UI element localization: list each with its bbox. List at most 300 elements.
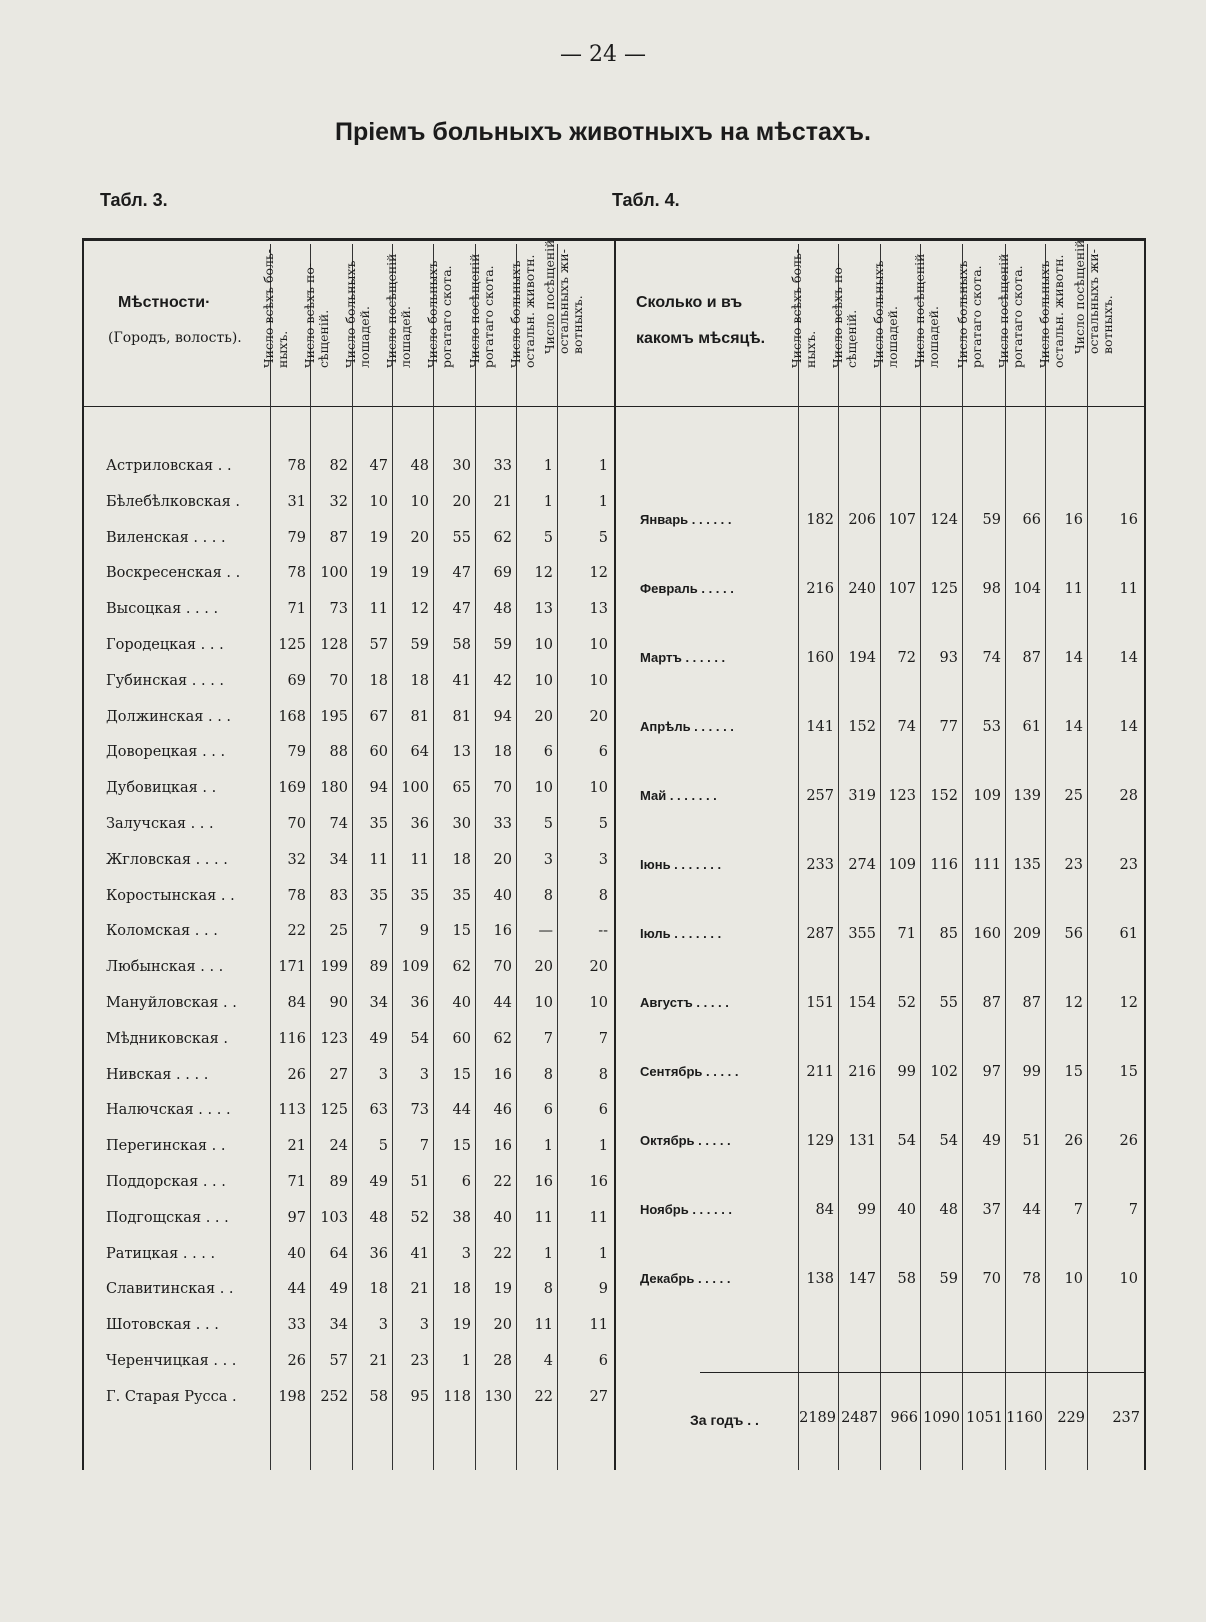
table4-cell: 129 [806, 1133, 834, 1149]
table3-cell: 18 [452, 1281, 471, 1298]
table3-cell: 100 [401, 780, 429, 797]
table3-cell: 81 [410, 708, 429, 725]
page-number: — 24 — [560, 42, 646, 67]
table3-cell: 1 [598, 458, 608, 474]
table3-cell: 58 [369, 1388, 388, 1405]
table4-cell: 87 [1022, 650, 1041, 666]
table3-cell: 3 [598, 851, 608, 868]
table3-cell: 84 [287, 995, 306, 1011]
table3-cell: 38 [452, 1209, 471, 1226]
table3-cell: 11 [369, 851, 388, 868]
table4-row-label: Май . . . . . . . [640, 788, 717, 803]
table4-cell: 54 [939, 1133, 958, 1149]
table4-cell: 123 [888, 788, 916, 804]
table3-cell: 78 [287, 458, 306, 474]
table4-cell: 44 [1022, 1202, 1041, 1218]
table3-cell: 81 [452, 708, 471, 725]
table3-cell: 87 [329, 529, 348, 546]
table4-cell: 40 [897, 1202, 916, 1218]
table3-cell: 70 [493, 959, 512, 976]
table3-cell: 28 [493, 1353, 512, 1369]
table4-cell: 53 [982, 719, 1001, 735]
table4-cell: 12 [1064, 995, 1083, 1011]
table4-cell: 138 [806, 1271, 834, 1287]
total-cell: 2189 [799, 1410, 836, 1426]
table4-cell: 111 [973, 857, 1001, 873]
table3-cell: 49 [369, 1174, 388, 1190]
table3-cell: 6 [543, 744, 553, 761]
table4-cell: 23 [1064, 857, 1083, 873]
table3-cell: 15 [452, 1138, 471, 1155]
table3-row-label: Налючская . . . . [106, 1102, 231, 1119]
table3-cell: 6 [598, 1353, 608, 1369]
table3-cell: 18 [369, 1281, 388, 1298]
table3-cell: 18 [369, 672, 388, 689]
table3-cell: 3 [378, 1317, 388, 1334]
table3-cell: 5 [543, 816, 553, 832]
total-rule [700, 1372, 1144, 1373]
table4-cell: 55 [939, 995, 958, 1011]
table3-cell: 89 [369, 959, 388, 976]
table3-cell: 57 [369, 637, 388, 653]
table3-cell: 16 [493, 1066, 512, 1083]
table4-row-label: Январь . . . . . . [640, 512, 732, 527]
table4-header-sub: какомъ мѣсяцѣ. [636, 330, 766, 347]
table3-cell: 78 [287, 565, 306, 582]
table4-cell: 125 [930, 581, 958, 597]
table3-cell: 88 [329, 744, 348, 761]
table4-cell: 12 [1119, 995, 1138, 1011]
table3-cell: 35 [410, 887, 429, 904]
table3-cell: 103 [320, 1209, 348, 1226]
table4-header-main: Сколько и въ [636, 294, 743, 311]
table3-cell: 3 [378, 1066, 388, 1083]
table3-cell: 59 [410, 637, 429, 653]
table4-cell: 355 [848, 926, 876, 942]
table3-cell: 13 [589, 601, 608, 618]
table-divider [614, 240, 616, 1470]
table3-cell: 169 [278, 780, 306, 797]
table3-cell: 71 [287, 601, 306, 618]
table3-cell: 44 [287, 1281, 306, 1298]
table4-column-header-text: Число больныхъ остальн. животн. [1037, 254, 1066, 368]
table4-cell: 240 [848, 581, 876, 597]
table3-row-label: Любынская . . . [106, 959, 224, 976]
table3-cell: 41 [410, 1245, 429, 1262]
table4-row-label: Февраль . . . . . [640, 581, 734, 596]
table3-cell: 8 [543, 1281, 553, 1298]
table4-cell: 37 [982, 1202, 1001, 1218]
table3-cell: 11 [589, 1317, 608, 1334]
table3-cell: -- [598, 923, 608, 940]
table4-cell: 141 [806, 719, 834, 735]
table3-cell: 20 [493, 851, 512, 868]
table3-cell: 19 [369, 529, 388, 546]
table3-cell: 36 [369, 1245, 388, 1262]
table4-cell: 147 [848, 1271, 876, 1287]
table3-cell: 83 [329, 887, 348, 904]
table4-cell: 104 [1013, 581, 1041, 597]
table4-cell: 58 [897, 1271, 916, 1287]
table3-cell: 47 [369, 458, 388, 474]
table3-row-label: Доворецкая . . . [106, 744, 226, 761]
table4-cell: 78 [1022, 1271, 1041, 1287]
table3-cell: 10 [534, 780, 553, 797]
table3-cell: 1 [543, 1245, 553, 1262]
table3-cell: 23 [410, 1353, 429, 1369]
table4-row-label: Апрѣль . . . . . . [640, 719, 734, 734]
table4-cell: 87 [982, 995, 1001, 1011]
table3-cell: 10 [369, 493, 388, 510]
table3-cell: 8 [543, 887, 553, 904]
table3-cell: 73 [410, 1102, 429, 1119]
table3-row-label: Поддорская . . . [106, 1174, 226, 1190]
table3-cell: 27 [329, 1066, 348, 1083]
table4-cell: 102 [930, 1064, 958, 1080]
table3-cell: 55 [452, 529, 471, 546]
table3-cell: 18 [493, 744, 512, 761]
table3-cell: 82 [329, 458, 348, 474]
table3-cell: 8 [598, 887, 608, 904]
table4-cell: 151 [806, 995, 834, 1011]
table3-cell: 22 [493, 1245, 512, 1262]
table3-cell: 130 [484, 1388, 512, 1405]
table4-cell: 54 [897, 1133, 916, 1149]
table3-cell: 10 [534, 672, 553, 689]
table3-cell: 15 [452, 923, 471, 940]
table3-row-label: Залучская . . . [106, 816, 214, 832]
table4-cell: 216 [848, 1064, 876, 1080]
table3-cell: 10 [589, 672, 608, 689]
table3-cell: 13 [534, 601, 553, 618]
table3-header-main: Мѣстности· [118, 294, 211, 311]
table3-row-label: Перегинская . . [106, 1138, 226, 1155]
table4-label: Табл. 4. [612, 190, 680, 210]
total-cell: 2487 [841, 1410, 878, 1426]
table3-cell: 24 [329, 1138, 348, 1155]
table3-cell: 5 [543, 529, 553, 546]
table3-cell: 20 [452, 493, 471, 510]
table3-column-header-text: Число посѣщеній рогатаго скота. [466, 253, 496, 368]
table3-cell: 49 [329, 1281, 348, 1298]
table3-cell: 26 [287, 1353, 306, 1369]
table3-cell: 34 [369, 995, 388, 1011]
table3-cell: 20 [589, 708, 608, 725]
table4-cell: 16 [1119, 512, 1138, 528]
table3-cell: 7 [419, 1138, 429, 1155]
table3-cell: 3 [543, 851, 553, 868]
table3-row-label: Славитинская . . [106, 1281, 234, 1298]
table3-cell: 9 [419, 923, 429, 940]
table3-cell: 21 [410, 1281, 429, 1298]
table3-cell: 41 [452, 672, 471, 689]
table3-cell: 125 [278, 637, 306, 653]
table3-cell: 252 [320, 1388, 348, 1405]
table4-cell: 10 [1064, 1271, 1083, 1287]
table4-row-label: Сентябрь . . . . . [640, 1064, 739, 1079]
table4-cell: 48 [939, 1202, 958, 1218]
table3-cell: 64 [410, 744, 429, 761]
table4-cell: 87 [1022, 995, 1041, 1011]
table3-cell: 1 [461, 1353, 471, 1369]
table3-cell: 5 [378, 1138, 388, 1155]
table4-row-label: Іюль . . . . . . . [640, 926, 722, 941]
table4-column-header-text: Число всѣхъ по- сѣщеній. [830, 262, 859, 368]
table3-label: Табл. 3. [100, 190, 168, 210]
table4-cell: 109 [973, 788, 1001, 804]
table4-cell: 66 [1022, 512, 1041, 528]
table3-cell: 7 [543, 1030, 553, 1047]
table3-cell: 44 [493, 995, 512, 1011]
table4-cell: 16 [1064, 512, 1083, 528]
table3-cell: 4 [543, 1353, 553, 1369]
table3-cell: 44 [452, 1102, 471, 1119]
table4-cell: 74 [897, 719, 916, 735]
table3-cell: 40 [493, 1209, 512, 1226]
table3-cell: 27 [589, 1388, 608, 1405]
table3-cell: 16 [493, 1138, 512, 1155]
table4-cell: 206 [848, 512, 876, 528]
table3-cell: 35 [369, 887, 388, 904]
total-cell: 1051 [966, 1410, 1003, 1426]
table3-cell: 90 [329, 995, 348, 1011]
table4-row-label: Ноябрь . . . . . . [640, 1202, 733, 1217]
table4-cell: 109 [888, 857, 916, 873]
table3-cell: 71 [287, 1174, 306, 1190]
table4-cell: 319 [848, 788, 876, 804]
table4-cell: 287 [806, 926, 834, 942]
table3-cell: 69 [493, 565, 512, 582]
table3-cell: 46 [493, 1102, 512, 1119]
table3-cell: 63 [369, 1102, 388, 1119]
table3-cell: 95 [410, 1388, 429, 1405]
table4-row-label: Октябрь . . . . . [640, 1133, 731, 1148]
table4-column-header-text: Число посѣщеній рогатаго скота. [996, 253, 1025, 368]
table3-column-header-text: Число всѣхъ по- сѣщеній. [302, 262, 331, 368]
table4-cell: 99 [857, 1202, 876, 1218]
table3-cell: 33 [493, 458, 512, 474]
table3-cell: 26 [287, 1066, 306, 1083]
table3-cell: 21 [369, 1353, 388, 1369]
table3-cell: 6 [543, 1102, 553, 1119]
table3-cell: 40 [493, 887, 512, 904]
table3-cell: 109 [401, 959, 429, 976]
table4-cell: 26 [1119, 1133, 1138, 1149]
table3-cell: 32 [329, 493, 348, 510]
table3-cell: 94 [493, 708, 512, 725]
table3-cell: 30 [452, 816, 471, 832]
table3-cell: 11 [534, 1209, 553, 1226]
table4-cell: 233 [806, 857, 834, 873]
table3-cell: 1 [543, 458, 553, 474]
table3-cell: 5 [598, 816, 608, 832]
table4-cell: 14 [1119, 719, 1138, 735]
table3-cell: 58 [452, 637, 471, 653]
table3-row-label: Подгощская . . . [106, 1209, 229, 1226]
table3-cell: 123 [320, 1030, 348, 1047]
table4-cell: 7 [1073, 1202, 1083, 1218]
table3-cell: 31 [287, 493, 306, 510]
table3-cell: 18 [410, 672, 429, 689]
table3-cell: 73 [329, 601, 348, 618]
table3-cell: 20 [534, 708, 553, 725]
table4-cell: 107 [888, 512, 916, 528]
table3-cell: 40 [287, 1245, 306, 1262]
table4-row-label: Іюнь . . . . . . . [640, 857, 722, 872]
table3-cell: 94 [369, 780, 388, 797]
table3-cell: 3 [461, 1245, 471, 1262]
table3-cell: 36 [410, 816, 429, 832]
table3-cell: 51 [410, 1174, 429, 1190]
table3-row-label: Шотовская . . . [106, 1317, 219, 1334]
table3-cell: 62 [493, 529, 512, 546]
table3-cell: 25 [329, 923, 348, 940]
total-cell: 237 [1112, 1410, 1140, 1426]
table3-cell: 16 [493, 923, 512, 940]
table3-cell: 10 [589, 637, 608, 653]
table3-cell: 54 [410, 1030, 429, 1047]
table3-row-label: Коростынская . . [106, 887, 235, 904]
table3-cell: 48 [369, 1209, 388, 1226]
table4-cell: 14 [1064, 719, 1083, 735]
table3-cell: 60 [452, 1030, 471, 1047]
table3-cell: 1 [543, 493, 553, 510]
table3-cell: 20 [589, 959, 608, 976]
table3-cell: 8 [598, 1066, 608, 1083]
table3-row-label: Ратицкая . . . . [106, 1245, 216, 1262]
table3-cell: 33 [493, 816, 512, 832]
table3-cell: 195 [320, 708, 348, 725]
table3-cell: 16 [589, 1174, 608, 1190]
table4-cell: 160 [806, 650, 834, 666]
table4-column-header-text: Число больныхъ рогатаго скота. [954, 260, 984, 368]
table3-cell: 10 [534, 995, 553, 1011]
table4-cell: 97 [982, 1064, 1001, 1080]
table3-cell: 19 [410, 565, 429, 582]
right-border [1144, 240, 1146, 1470]
table4-cell: 131 [848, 1133, 876, 1149]
table3-cell: 7 [378, 923, 388, 940]
table4-cell: 25 [1064, 788, 1083, 804]
table4-cell: 70 [982, 1271, 1001, 1287]
table4-row-label: Августъ . . . . . [640, 995, 729, 1010]
table4-cell: 52 [897, 995, 916, 1011]
table3-cell: 34 [329, 851, 348, 868]
table3-row-label: Коломская . . . [106, 923, 218, 940]
table4-row-label: Декабрь . . . . . [640, 1271, 731, 1286]
table3-cell: 7 [598, 1030, 608, 1047]
table3-row-label: Мануйловская . . [106, 995, 237, 1011]
table3-row-label: Виленская . . . . [106, 529, 226, 546]
table3-cell: 35 [369, 816, 388, 832]
table3-column-header-text: Число больныхъ рогатаго скота. [425, 260, 454, 368]
table4-cell: 7 [1128, 1202, 1138, 1218]
table3-cell: 19 [369, 565, 388, 582]
table4-cell: 56 [1064, 926, 1083, 942]
table4-cell: 107 [888, 581, 916, 597]
table4-cell: 194 [848, 650, 876, 666]
table3-cell: 6 [598, 1102, 608, 1119]
table3-cell: 180 [320, 780, 348, 797]
table3-cell: 22 [287, 923, 306, 940]
table3-cell: 13 [452, 744, 471, 761]
table4-cell: 152 [930, 788, 958, 804]
table4-column-header-text: Число посѣщеній остальныхъ жи- вотныхъ. [1071, 239, 1115, 354]
table3-cell: 16 [534, 1174, 553, 1190]
table3-cell: 1 [598, 1138, 608, 1155]
table4-cell: 11 [1064, 581, 1083, 597]
table3-cell: 100 [320, 565, 348, 582]
table4-cell: 71 [897, 926, 916, 942]
table3-row-label: Астриловская . . [106, 458, 232, 474]
table3-cell: 52 [410, 1209, 429, 1226]
table4-cell: 14 [1064, 650, 1083, 666]
table3-cell: 42 [493, 672, 512, 689]
table3-column-header-text: Число посѣщеній остальныхъ жи- вотныхъ. [541, 239, 585, 354]
table3-cell: 11 [534, 1317, 553, 1334]
table3-cell: 78 [287, 887, 306, 904]
table3-cell: 168 [278, 708, 306, 725]
table3-cell: 35 [452, 887, 471, 904]
table3-cell: 1 [598, 493, 608, 510]
total-cell: 966 [890, 1410, 918, 1426]
table4-cell: 61 [1119, 926, 1138, 942]
table4-cell: 15 [1064, 1064, 1083, 1080]
table3-cell: 10 [534, 637, 553, 653]
table4-cell: 11 [1119, 581, 1138, 597]
table3-cell: 116 [278, 1030, 306, 1047]
table4-cell: 99 [897, 1064, 916, 1080]
table3-column-header [541, 239, 612, 396]
table4-cell: 135 [1013, 857, 1041, 873]
table4-cell: 74 [982, 650, 1001, 666]
table3-row-label: Мѣдниковская . [106, 1030, 228, 1047]
table3-cell: 1 [543, 1138, 553, 1155]
table4-cell: 14 [1119, 650, 1138, 666]
table4-cell: 139 [1013, 788, 1041, 804]
table3-cell: 59 [493, 637, 512, 653]
table3-cell: 74 [329, 816, 348, 832]
table4-cell: 216 [806, 581, 834, 597]
table3-cell: 19 [452, 1317, 471, 1334]
table3-cell: 60 [369, 744, 388, 761]
table4-cell: 26 [1064, 1133, 1083, 1149]
total-label: За годъ . . [690, 1412, 759, 1428]
table3-cell: 20 [493, 1317, 512, 1334]
table3-cell: 48 [493, 601, 512, 618]
table3-cell: 3 [419, 1317, 429, 1334]
total-cell: 1090 [923, 1410, 960, 1426]
table3-cell: 12 [589, 565, 608, 582]
table4-cell: 28 [1119, 788, 1138, 804]
table3-row-label: Должинская . . . [106, 708, 232, 725]
table4-cell: 23 [1119, 857, 1138, 873]
table3-column-header-text: Число больныхъ лошадей. [343, 260, 372, 368]
table3-cell: 9 [598, 1281, 608, 1298]
table3-cell: 21 [287, 1138, 306, 1155]
table3-cell: 47 [452, 601, 471, 618]
table3-header-sub: (Городъ, волость). [108, 330, 242, 346]
table3-cell: 22 [534, 1388, 553, 1405]
table3-row-label: Губинская . . . . [106, 672, 225, 689]
table4-cell: 152 [848, 719, 876, 735]
left-border [82, 240, 84, 1470]
table4-cell: 154 [848, 995, 876, 1011]
table4-cell: 209 [1013, 926, 1041, 942]
table3-cell: 19 [493, 1281, 512, 1298]
table4-column-header-text: Число всѣхъ боль- ныхъ. [789, 248, 818, 368]
table3-cell: 47 [452, 565, 471, 582]
